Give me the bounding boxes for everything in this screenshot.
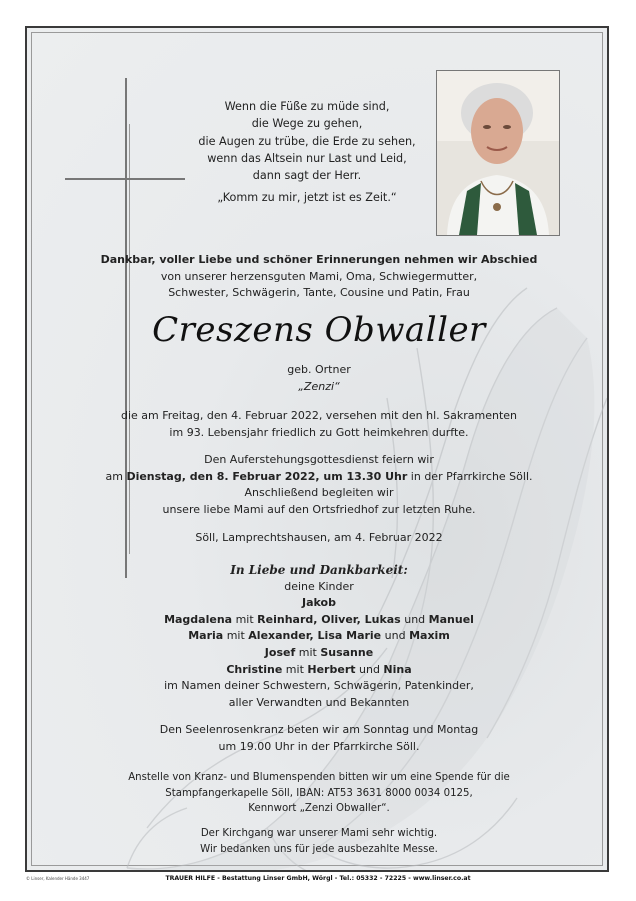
service-line-2: [27, 469, 609, 486]
closing-note: [27, 826, 609, 857]
child-family: [27, 612, 609, 629]
intro-line-3: Schwester, Schwägerin, Tante, Cousine und Patin, Frau: [168, 286, 470, 299]
child-name: Josef: [264, 645, 296, 659]
service-date-time: Dienstag, den 8. Februar 2022, um 13.30 Uhr: [126, 469, 408, 483]
others-line-1: im Namen deiner Schwestern, Schwägerin, Patenkinder,: [164, 679, 474, 693]
family-names: Herbert: [307, 662, 356, 676]
child-family: [27, 645, 609, 662]
family-names: Susanne: [320, 645, 374, 659]
image-credit: © Linser, Kalender Hände 3447: [26, 876, 90, 881]
service-line-4: unsere liebe Mami auf den Ortsfriedhof zur letzten Ruhe.: [162, 502, 476, 516]
service-location: in der Pfarrkirche Söll.: [407, 469, 533, 483]
family-names: Maxim: [409, 629, 450, 643]
intro-text: [27, 252, 609, 302]
death-notice: [27, 408, 609, 441]
birth-name: geb. Ortner: [287, 363, 351, 376]
nickname: „Zenzi“: [298, 379, 340, 393]
closing-line-1: Der Kirchgang war unserer Mami sehr wichtig.: [200, 828, 438, 839]
child-family: [27, 662, 609, 679]
parte-frame: [25, 26, 609, 872]
others-line-2: aller Verwandten und Bekannten: [228, 695, 410, 709]
family-names: Manuel: [428, 612, 474, 626]
child-name: Christine: [226, 662, 283, 676]
service-prefix: am: [105, 469, 127, 483]
service-line-1: Den Auferstehungsgottesdienst feiern wir: [204, 453, 434, 466]
mourners-list: [27, 562, 609, 711]
place-date: Söll, Lamprechtshausen, am 4. Februar 2022: [195, 531, 443, 544]
poem: [182, 98, 432, 207]
connector-text: mit: [295, 645, 321, 659]
funeral-home-footer: TRAUER HILFE - Bestattung Linser GmbH, Wörgl - Tel.: 05332 - 72225 - www.linser.co.at: [165, 875, 471, 882]
poem-line: wenn das Altsein nur Last und Leid,: [207, 151, 407, 165]
intro-line-1: Dankbar, voller Liebe und schöner Erinnerungen nehmen wir Abschied: [100, 253, 538, 266]
service-info: [27, 452, 609, 518]
rosary-line-1: Den Seelenrosenkranz beten wir am Sonntag und Montag: [159, 723, 479, 736]
closing-line-2: Wir bedanken uns für jede ausbezahlte Messe.: [200, 843, 438, 855]
rosary-line-2: um 19.00 Uhr in der Pfarrkirche Söll.: [218, 739, 420, 753]
family-names: Alexander, Lisa Marie: [248, 629, 382, 643]
child-name: Magdalena: [164, 612, 233, 626]
donation-line-1: Anstelle von Kranz- und Blumenspenden bitten wir um eine Spende für die: [128, 772, 510, 783]
poem-line: dann sagt der Herr.: [252, 169, 362, 183]
family-names: Nina: [383, 662, 412, 676]
poem-quote: „Komm zu mir, jetzt ist es Zeit.“: [217, 191, 397, 205]
donation-line-3: Kennwort „Zenzi Obwaller“.: [248, 803, 390, 814]
mourners-heading: In Liebe und Dankbarkeit:: [230, 563, 408, 577]
child-name: Jakob: [302, 596, 336, 610]
cross-horizontal-bar: [65, 178, 185, 180]
children-label: deine Kinder: [284, 579, 354, 593]
poem-line: die Augen zu trübe, die Erde zu sehen,: [198, 134, 416, 148]
death-line-1: die am Freitag, den 4. Februar 2022, versehen mit den hl. Sakramenten: [120, 409, 518, 422]
service-line-3: Anschließend begleiten wir: [244, 486, 394, 499]
connector-text: mit: [223, 629, 249, 643]
portrait-photo: [436, 70, 560, 236]
connector-text: und: [400, 612, 429, 626]
child-family: [27, 628, 609, 645]
poem-line: die Wege zu gehen,: [251, 117, 363, 131]
connector-text: mit: [282, 662, 308, 676]
child-name: Maria: [188, 629, 224, 643]
rosary-info: [27, 722, 609, 755]
donation-info: [27, 770, 609, 817]
birth-name-block: [27, 362, 609, 395]
donation-line-2: Stampfangerkapelle Söll, IBAN: AT53 3631 8000 0034 0125,: [165, 787, 473, 799]
family-names: Reinhard, Oliver, Lukas: [257, 612, 401, 626]
connector-text: und: [381, 629, 410, 643]
deceased-name: Creszens Obwaller: [152, 310, 486, 350]
poem-line: Wenn die Füße zu müde sind,: [224, 100, 390, 113]
connector-text: und: [355, 662, 384, 676]
intro-line-2: von unserer herzensguten Mami, Oma, Schwiegermutter,: [160, 269, 478, 283]
death-line-2: im 93. Lebensjahr friedlich zu Gott heimkehren durfte.: [169, 425, 469, 439]
connector-text: mit: [232, 612, 258, 626]
